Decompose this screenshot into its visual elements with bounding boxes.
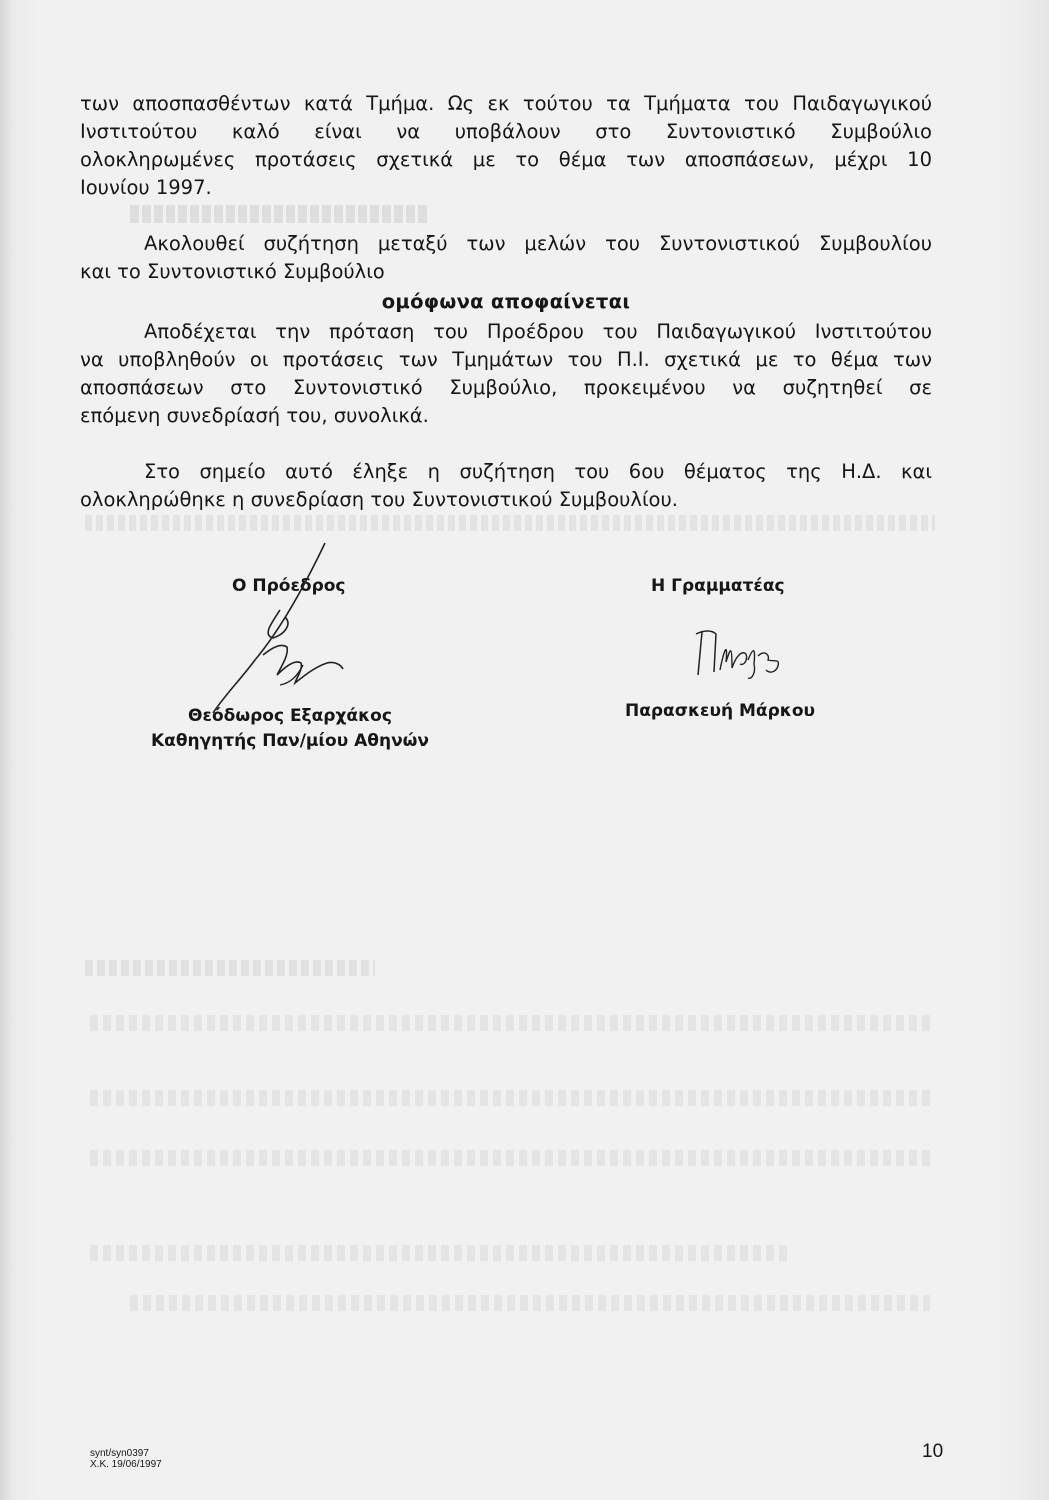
bleed-through-text <box>90 1150 930 1166</box>
text-line: Ακολουθεί συζήτηση μεταξύ των μελών του Συντονιστικού Συμβουλίου <box>144 232 932 255</box>
text-line: Αποδέχεται την πρόταση του Προέδρου του Παιδαγωγικού Ινστιτούτου <box>144 320 932 343</box>
text-line: Ινστιτούτου καλό είναι να υποβάλουν στο Συντονιστικό Συμβούλιο <box>80 120 932 143</box>
chairman-name: Θεόδωρος Εξαρχάκος <box>188 706 392 726</box>
paragraph-1 <box>80 90 932 202</box>
bleed-through-text <box>130 205 430 223</box>
paragraph-3 <box>80 318 932 430</box>
bleed-through-text <box>90 1245 790 1261</box>
text-line: αποσπάσεων στο Συντονιστικό Συμβούλιο, προκειμένου να συζητηθεί σε <box>80 376 932 399</box>
initials-date: Χ.Κ. 19/06/1997 <box>90 1459 162 1470</box>
secretary-name: Παρασκευή Μάρκου <box>624 701 816 721</box>
paragraph-2 <box>80 230 932 286</box>
paragraph-4 <box>80 458 932 514</box>
text-line: ολοκληρώθηκε η συνεδρίαση του Συντονιστικού Συμβουλίου. <box>80 488 678 511</box>
bleed-through-text <box>85 515 935 531</box>
bleed-through-text <box>90 1090 930 1106</box>
footer-reference <box>90 1448 162 1470</box>
chairman-title: Ο Πρόεδρος <box>232 576 346 596</box>
text-line: ολοκληρωμένες προτάσεις σχετικά με το θέμα των αποσπάσεων, μέχρι 10 <box>80 148 932 171</box>
secretary-title: Η Γραμματέας <box>651 576 785 596</box>
text-line: και το Συντονιστικό Συμβούλιο <box>80 260 385 283</box>
text-line: να υποβληθούν οι προτάσεις των Τμημάτων του Π.Ι. σχετικά με το θέμα των <box>80 348 932 371</box>
chairman-affiliation: Καθηγητής Παν/μίου Αθηνών <box>150 731 430 751</box>
secretary-signature <box>690 620 810 690</box>
bleed-through-text <box>85 960 375 976</box>
page-number: 10 <box>922 1441 944 1462</box>
chairman-signature <box>185 535 405 715</box>
decision-heading: ομόφωνα αποφαίνεται <box>381 290 631 313</box>
bleed-through-text <box>90 1015 930 1031</box>
bleed-through-text <box>130 1295 930 1311</box>
text-line: των αποσπασθέντων κατά Τμήμα. Ως εκ τούτου τα Τμήματα του Παιδαγωγικού <box>80 92 932 115</box>
text-line: Στο σημείο αυτό έληξε η συζήτηση του 6ου θέματος της Η.Δ. και <box>144 460 932 483</box>
text-line: Ιουνίου 1997. <box>80 176 212 199</box>
text-line: επόμενη συνεδρίασή του, συνολικά. <box>80 404 429 427</box>
file-reference: synt/syn0397 <box>90 1448 149 1459</box>
